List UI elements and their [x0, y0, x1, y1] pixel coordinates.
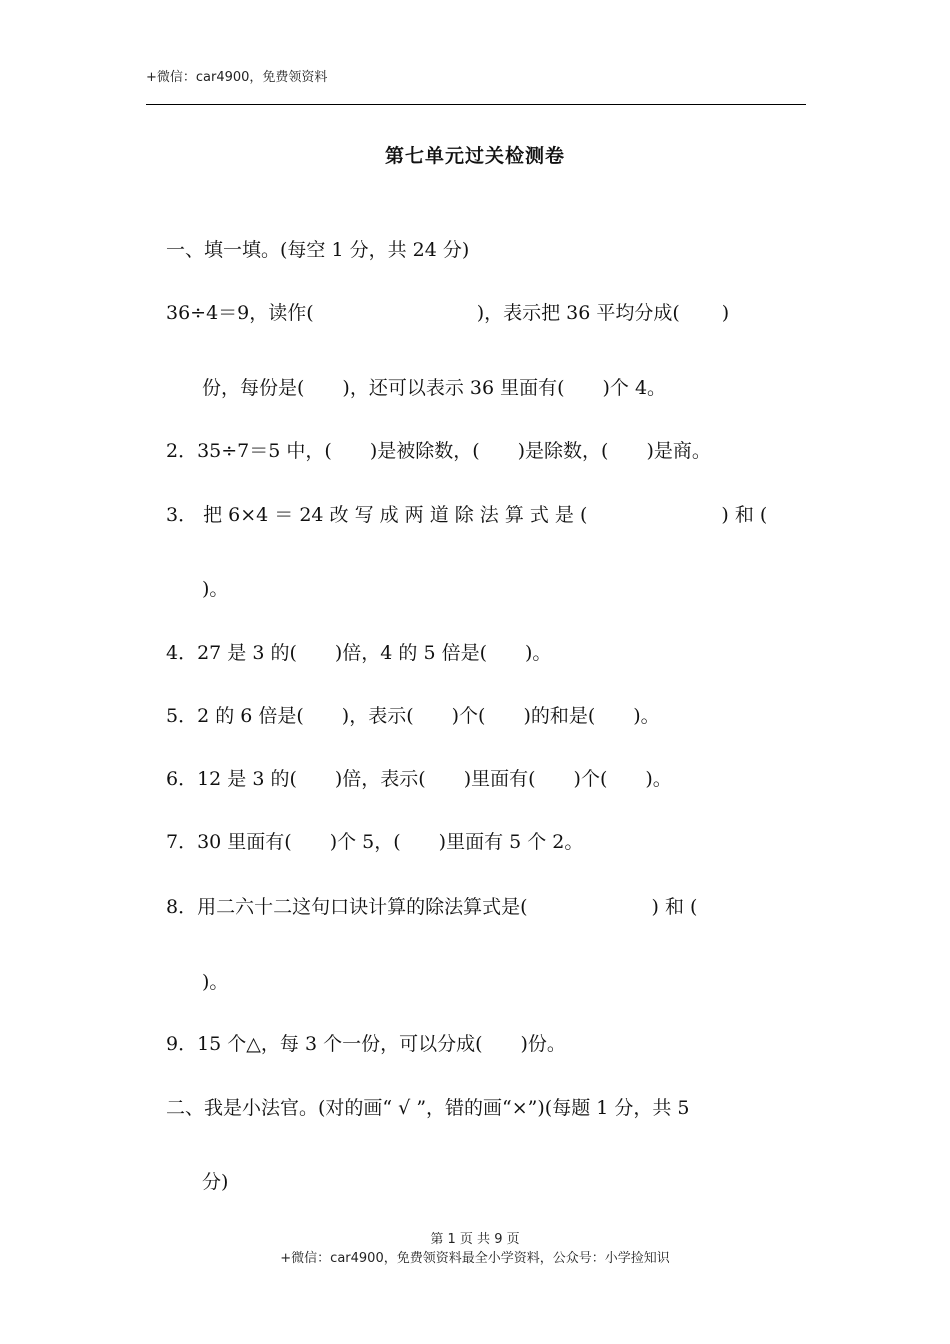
question-3-part-a: 3． 把 6×4 ＝ 24 改 写 成 两 道 除 法 算 式 是 ( [166, 504, 588, 526]
header-note: +微信：car4900，免费领资料 [146, 70, 328, 85]
question-1-line2: 份，每份是( )，还可以表示 36 里面有( )个 4。 [202, 377, 667, 399]
question-1 [166, 301, 806, 325]
page-title: 第七单元过关检测卷 [384, 145, 565, 167]
question-3-part-b: ) 和 ( [721, 504, 768, 526]
header-divider [146, 104, 806, 105]
section1-heading: 一、填一填。(每空 1 分，共 24 分) [166, 239, 470, 261]
section2-heading-cont: 分) [202, 1171, 229, 1193]
question-8 [166, 895, 697, 919]
question-6: 6．12 是 3 的( )倍，表示( )里面有( )个( )。 [166, 768, 672, 790]
question-1-part-c: ) [721, 302, 730, 324]
question-3-line2: )。 [202, 578, 229, 600]
footer-note: +微信：car4900，免费领资料最全小学资料，公众号：小学捡知识 [280, 1251, 670, 1266]
question-1-part-b: )，表示把 36 平均分成( [476, 302, 680, 324]
question-3 [166, 503, 767, 527]
question-1-part-a: 36÷4＝9，读作( [166, 302, 314, 324]
question-9: 9．15 个△，每 3 个一份，可以分成( )份。 [166, 1033, 566, 1055]
question-8-part-a: 8．用二六十二这句口诀计算的除法算式是( [166, 896, 528, 918]
question-2: 2．35÷7＝5 中，( )是被除数，( )是除数，( )是商。 [166, 440, 711, 462]
question-5: 5．2 的 6 倍是( )，表示( )个( )的和是( )。 [166, 705, 660, 727]
section2-heading: 二、我是小法官。(对的画“ √ ”，错的画“×”)(每题 1 分，共 5 [166, 1097, 690, 1119]
question-8-part-b: ) 和 ( [651, 896, 698, 918]
question-8-line2: )。 [202, 971, 229, 993]
question-4: 4．27 是 3 的( )倍，4 的 5 倍是( )。 [166, 642, 552, 664]
page-number: 第 1 页 共 9 页 [430, 1232, 520, 1247]
question-7: 7．30 里面有( )个 5，( )里面有 5 个 2。 [166, 831, 584, 853]
